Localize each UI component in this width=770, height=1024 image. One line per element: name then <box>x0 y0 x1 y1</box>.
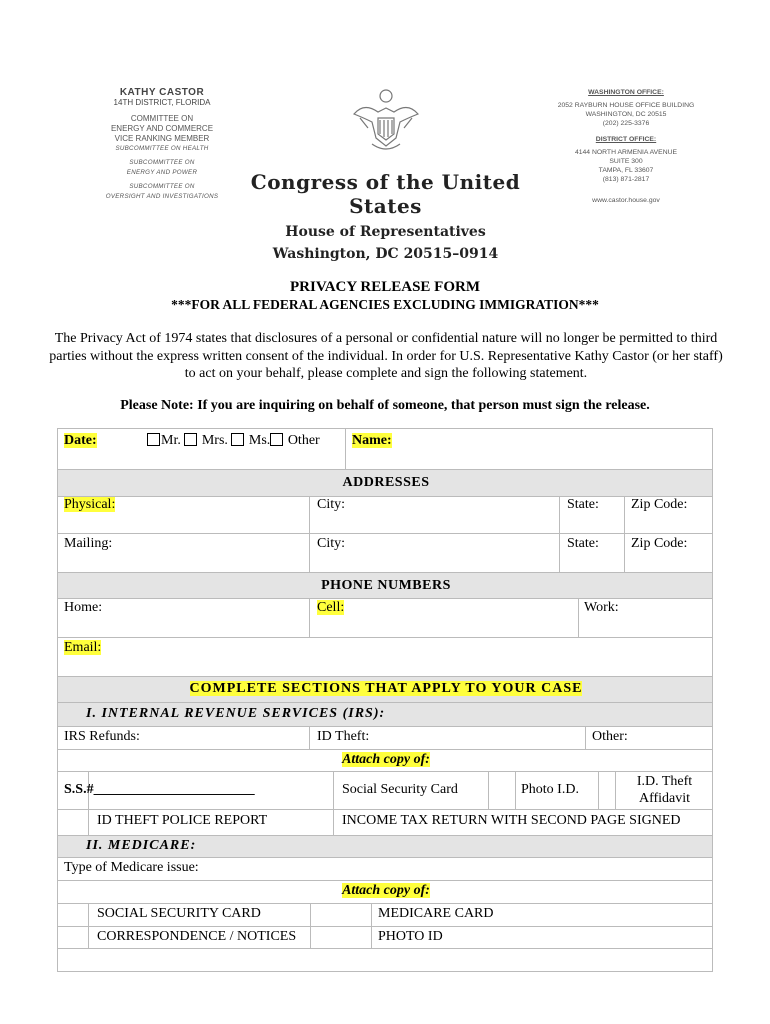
medicare-issue-label: Type of Medicare issue: <box>64 860 199 875</box>
washington-office-heading: WASHINGTON OFFICE: <box>588 89 664 96</box>
irs-theft-label: ID Theft: <box>317 729 370 744</box>
washington-office-line: WASHINGTON, DC 20515 <box>585 111 667 118</box>
form-title: PRIVACY RELEASE FORM <box>289 279 481 295</box>
member-info <box>82 88 242 202</box>
member-district: 14TH DISTRICT, FLORIDA <box>113 98 211 107</box>
district-office-line: TAMPA, FL 33607 <box>598 167 654 174</box>
mailing-label: Mailing: <box>64 536 113 551</box>
form-subtitle: ***FOR ALL FEDERAL AGENCIES EXCLUDING IMMIGRATION*** <box>171 297 599 312</box>
medicare-photo-id-label: PHOTO ID <box>378 929 443 944</box>
mailing-zip-label: Zip Code: <box>631 536 688 551</box>
intro-paragraph: The Privacy Act of 1974 states that disclosures of a personal or confidential nature will no longer be permitted to third parties without the express written consent of the individual. In order for U.S. Representative Kathy Castor (or her staff) to act on your behalf, please complete and sign the following statement. <box>49 331 723 381</box>
phones-heading: PHONE NUMBERS <box>321 578 451 593</box>
washington-office-line: 2052 RAYBURN HOUSE OFFICE BUILDING <box>557 102 695 109</box>
district-office-line: 4144 NORTH ARMENIA AVENUE <box>574 149 678 156</box>
irs-ss-card-label: Social Security Card <box>342 782 458 797</box>
member-name: KATHY CASTOR <box>119 87 205 98</box>
committee-line: VICE RANKING MEMBER <box>114 134 210 143</box>
ss-number-field[interactable]: S.S.#_______________________ <box>64 782 255 797</box>
medicare-attach-label: Attach copy of: <box>342 883 430 898</box>
date-label: Date: <box>64 433 97 448</box>
washington-office-line: (202) 225-3376 <box>602 120 650 127</box>
affidavit-label-1: I.D. Theft <box>636 774 693 789</box>
committee-line: COMMITTEE ON <box>130 114 194 123</box>
address-title-line: Washington, DC 20515–0914 <box>272 246 499 262</box>
website: www.castor.house.gov <box>592 197 660 204</box>
district-office-line: (813) 871-2817 <box>602 176 650 183</box>
tax-return-label: INCOME TAX RETURN WITH SECOND PAGE SIGNED <box>342 813 681 828</box>
correspondence-label: CORRESPONDENCE / NOTICES <box>97 929 297 944</box>
mr-checkbox[interactable] <box>147 433 160 446</box>
subcommittee-line: SUBCOMMITTEE ON <box>129 159 195 166</box>
subcommittee-line: ENERGY AND POWER <box>126 169 198 176</box>
medicare-heading: II. MEDICARE: <box>86 838 197 853</box>
release-form-table <box>57 428 713 972</box>
irs-refunds-label: IRS Refunds: <box>64 729 140 744</box>
other-label: Other <box>287 433 320 448</box>
medicare-card-label: MEDICARE CARD <box>378 906 494 921</box>
mrs-label: Mrs. <box>201 433 228 448</box>
ms-checkbox[interactable] <box>231 433 244 446</box>
mr-label: Mr. <box>161 433 181 448</box>
physical-zip-label: Zip Code: <box>631 497 688 512</box>
mailing-state-label: State: <box>567 536 599 551</box>
mailing-city-label: City: <box>317 536 346 551</box>
cell-phone-label: Cell: <box>317 600 345 615</box>
subcommittee-line: SUBCOMMITTEE ON <box>129 183 195 190</box>
house-title-line: House of Representatives <box>285 224 486 240</box>
title-options <box>147 433 320 449</box>
irs-attach-label: Attach copy of: <box>342 752 430 767</box>
medicare-ss-card-label: SOCIAL SECURITY CARD <box>97 906 261 921</box>
note-text: Please Note: If you are inquiring on behalf of someone, that person must sign the release. <box>120 398 650 413</box>
subcommittee-line: OVERSIGHT AND INVESTIGATIONS <box>105 193 219 200</box>
subcommittee-line: SUBCOMMITTEE ON HEALTH <box>115 145 209 152</box>
addresses-heading: ADDRESSES <box>342 475 430 490</box>
physical-city-label: City: <box>317 497 346 512</box>
physical-state-label: State: <box>567 497 599 512</box>
physical-label: Physical: <box>64 497 116 512</box>
ms-label: Ms. <box>248 433 271 448</box>
irs-heading: I. INTERNAL REVENUE SERVICES (IRS): <box>86 706 386 721</box>
police-report-label: ID THEFT POLICE REPORT <box>97 813 268 828</box>
irs-photo-id-label: Photo I.D. <box>521 782 579 797</box>
home-phone-label: Home: <box>64 600 103 615</box>
committee-line: ENERGY AND COMMERCE <box>110 124 214 133</box>
other-checkbox[interactable] <box>270 433 283 446</box>
irs-other-label: Other: <box>592 729 628 744</box>
case-heading: COMPLETE SECTIONS THAT APPLY TO YOUR CASE <box>189 681 583 696</box>
district-office-heading: DISTRICT OFFICE: <box>595 136 657 143</box>
office-info <box>556 88 696 205</box>
name-label: Name: <box>352 433 392 448</box>
mrs-checkbox[interactable] <box>184 433 197 446</box>
email-label: Email: <box>64 640 102 655</box>
district-office-line: SUITE 300 <box>609 158 643 165</box>
congress-title-line: Congress of the United States <box>250 170 521 218</box>
eagle-seal-icon <box>348 88 424 160</box>
work-phone-label: Work: <box>584 600 619 615</box>
affidavit-label-2: Affidavit <box>638 791 691 806</box>
congress-title <box>248 170 523 262</box>
